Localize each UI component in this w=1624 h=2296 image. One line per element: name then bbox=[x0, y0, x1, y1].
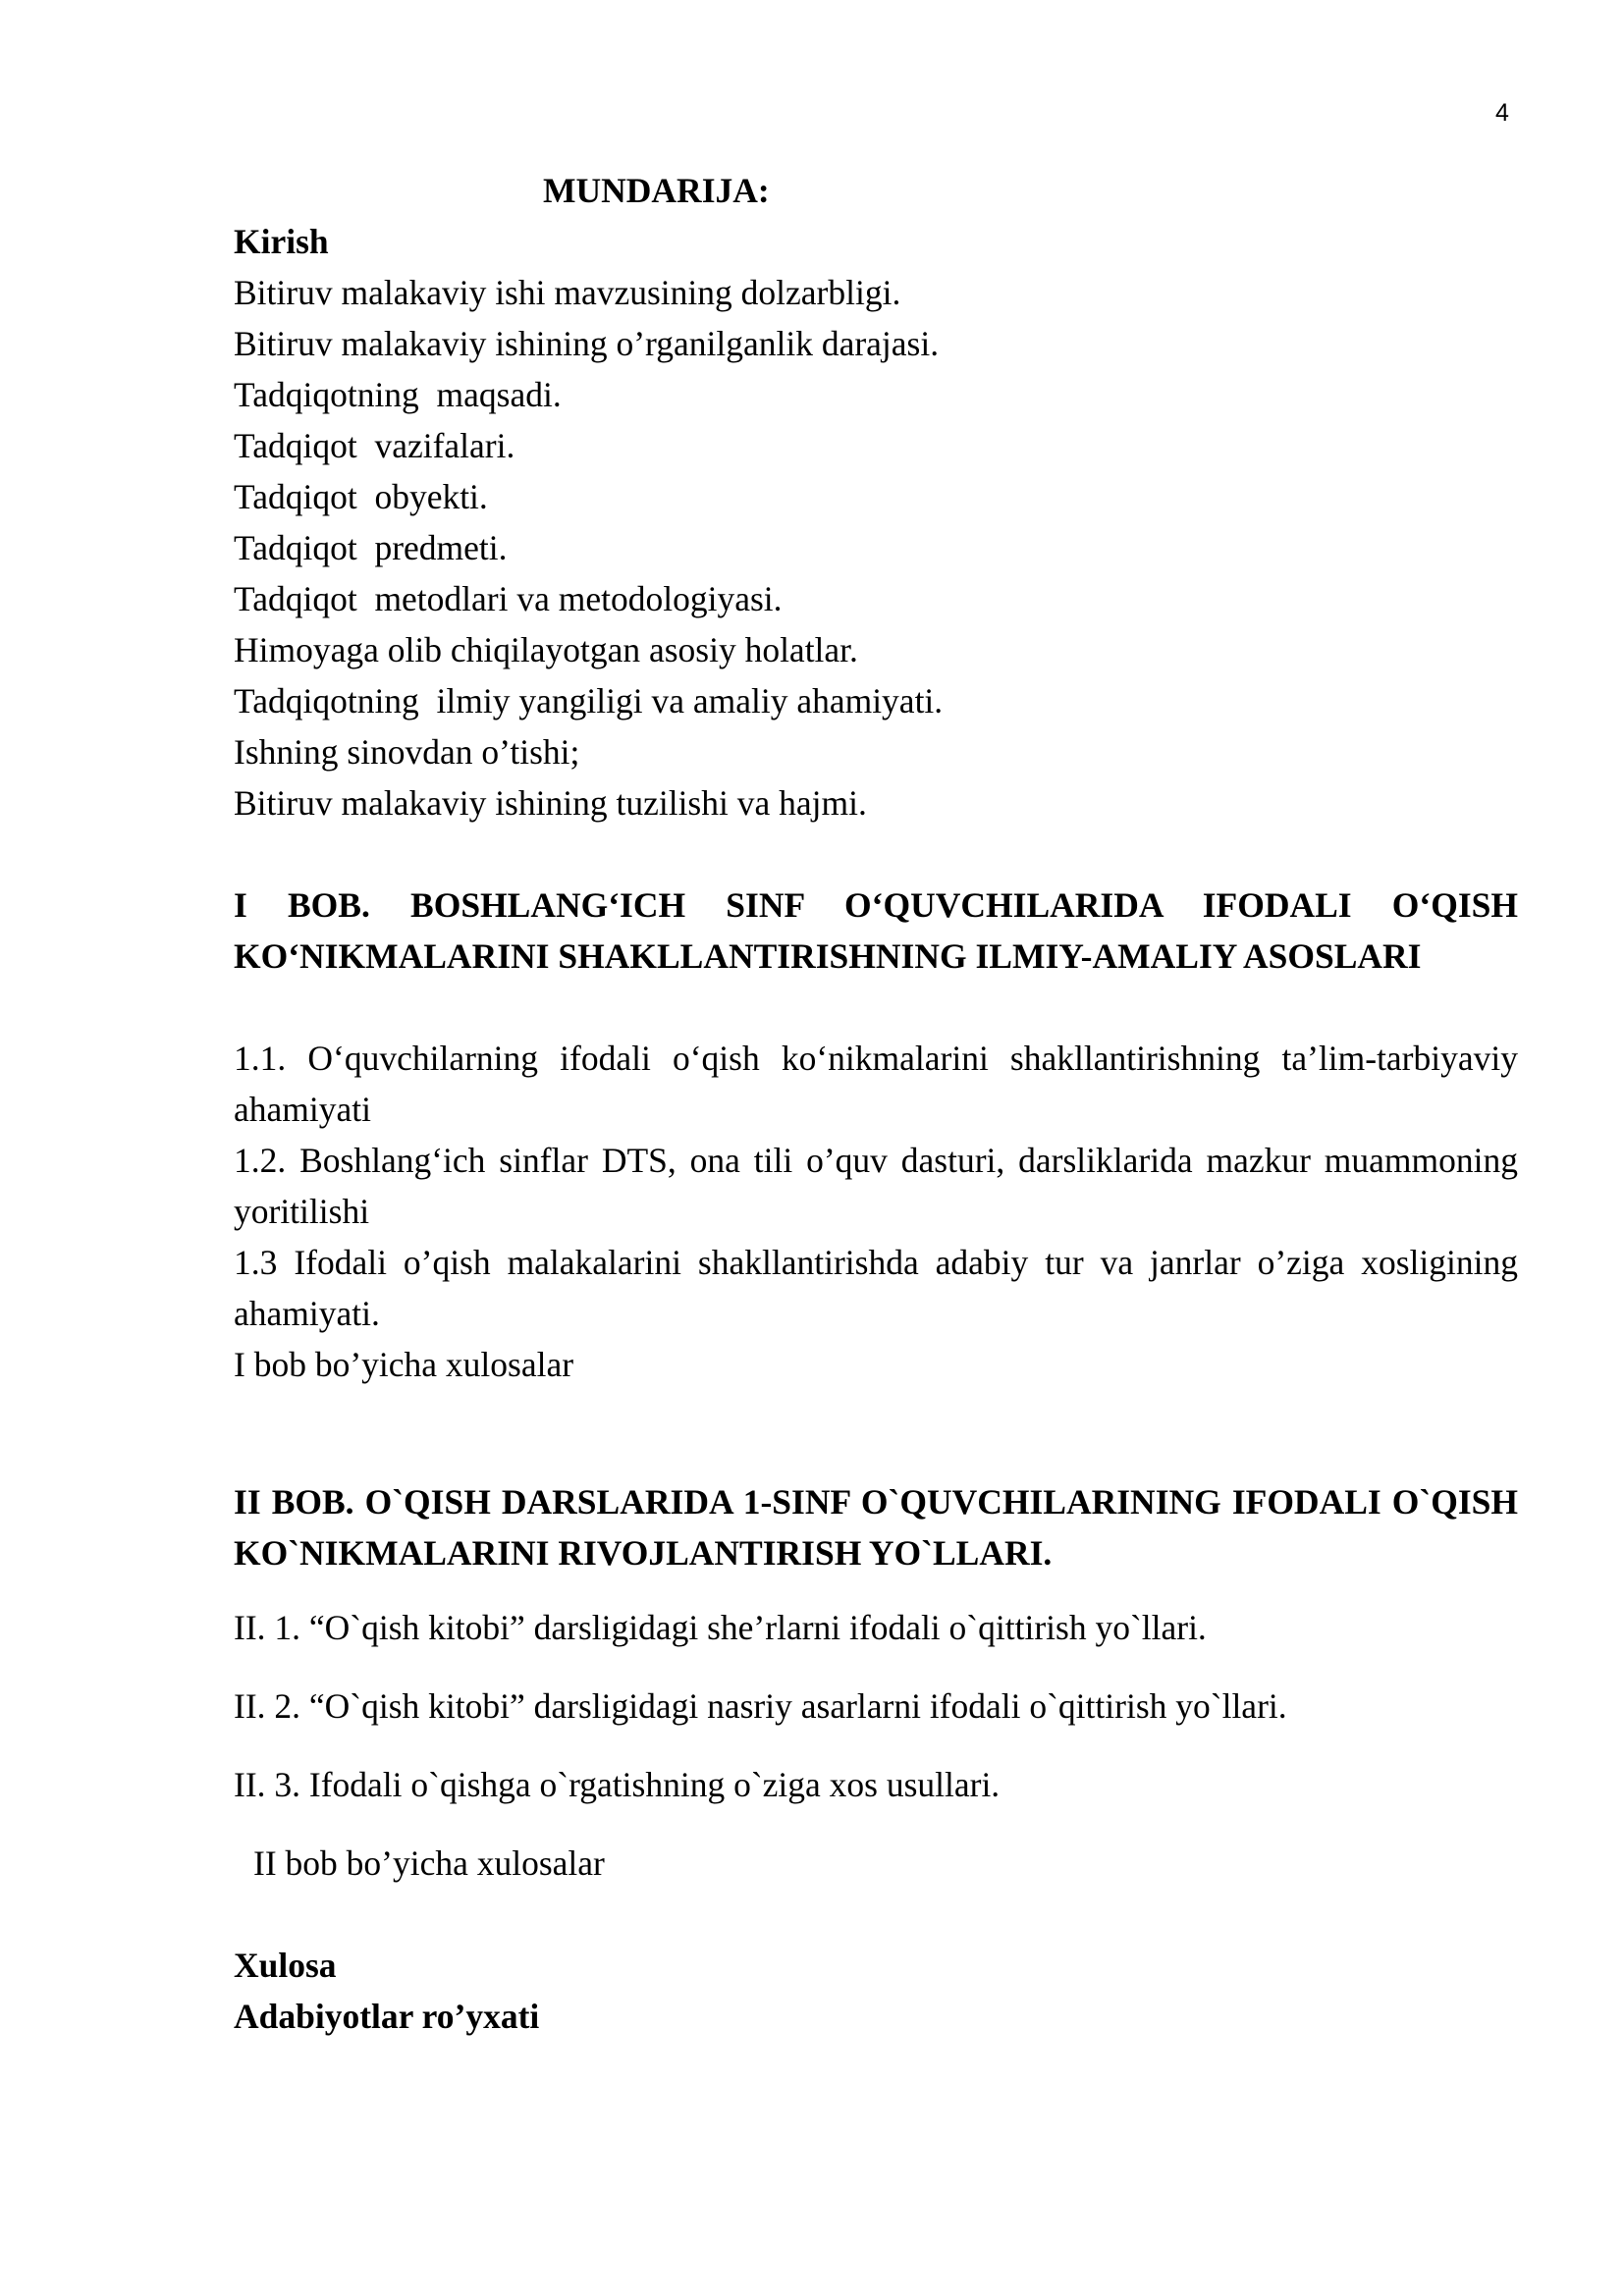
chapter2-items bbox=[234, 1602, 1518, 1889]
toc-item: Bitiruv malakaviy ishining tuzilishi va hajmi. bbox=[234, 783, 867, 823]
chapter2-heading: II BOB. O`QISH DARSLARIDA 1-SINF O`QUVCHILARINING IFODALI O`QISH KO`NIKMALARINI RIVOJLANTIRISH YO`LLARI. bbox=[234, 1482, 1518, 1573]
toc-item: 1.2. Boshlang‘ich sinflar DTS, ona tili o’quv dasturi, darsliklarida mazkur muammoning yoritilishi bbox=[234, 1141, 1518, 1231]
chapter1-summary: I bob bo’yicha xulosalar bbox=[234, 1345, 574, 1384]
intro-heading: Kirish bbox=[234, 222, 329, 261]
toc-title: MUNDARIJA: bbox=[543, 171, 770, 210]
chapter1-heading: I BOB. BOSHLANG‘ICH SINF O‘QUVCHILARIDA IFODALI O‘QISH KO‘NIKMALARINI SHAKLLANTIRISHNING ILMIY-AMALIY ASOSLARI bbox=[234, 885, 1518, 976]
toc-item: Ishning sinovdan o’tishi; bbox=[234, 732, 580, 772]
toc-item: Tadqiqotning maqsadi. bbox=[234, 375, 562, 414]
table-of-contents bbox=[234, 165, 1518, 2042]
conclusion-heading: Xulosa bbox=[234, 1946, 337, 1985]
toc-item: II. 3. Ifodali o`qishga o`rgatishning o`ziga xos usullari. bbox=[234, 1765, 1001, 1804]
chapter2-summary: II bob bo’yicha xulosalar bbox=[253, 1843, 605, 1883]
toc-item: Tadqiqot obyekti. bbox=[234, 477, 488, 516]
toc-item: Tadqiqotning ilmiy yangiligi va amaliy ahamiyati. bbox=[234, 681, 944, 721]
toc-item: II. 2. “O`qish kitobi” darsligidagi nasriy asarlarni ifodali o`qittirish yo`llari. bbox=[234, 1686, 1287, 1726]
closing-section bbox=[234, 1940, 1518, 2042]
toc-item: Himoyaga olib chiqilayotgan asosiy holatlar. bbox=[234, 630, 858, 669]
chapter1-items bbox=[234, 1033, 1518, 1390]
toc-item: 1.1. O‘quvchilarning ifodali o‘qish ko‘nikmalarini shakllantirishning ta’lim-tarbiyaviy ahamiyati bbox=[234, 1039, 1518, 1129]
page-number: 4 bbox=[1495, 99, 1509, 127]
toc-item: Tadqiqot metodlari va metodologiyasi. bbox=[234, 579, 783, 618]
toc-item: Tadqiqot predmeti. bbox=[234, 528, 508, 567]
toc-item: Tadqiqot vazifalari. bbox=[234, 426, 515, 465]
toc-item: 1.3 Ifodali o’qish malakalarini shakllantirishda adabiy tur va janrlar o’ziga xosligining ahamiyati. bbox=[234, 1243, 1518, 1333]
toc-item: II. 1. “O`qish kitobi” darsligidagi she’rlarni ifodali o`qittirish yo`llari. bbox=[234, 1608, 1207, 1647]
intro-section bbox=[234, 216, 1518, 828]
toc-item: Bitiruv malakaviy ishi mavzusining dolzarbligi. bbox=[234, 273, 901, 312]
toc-item: Bitiruv malakaviy ishining o’rganilganlik darajasi. bbox=[234, 324, 940, 363]
references-heading: Adabiyotlar ro’yxati bbox=[234, 1997, 540, 2036]
